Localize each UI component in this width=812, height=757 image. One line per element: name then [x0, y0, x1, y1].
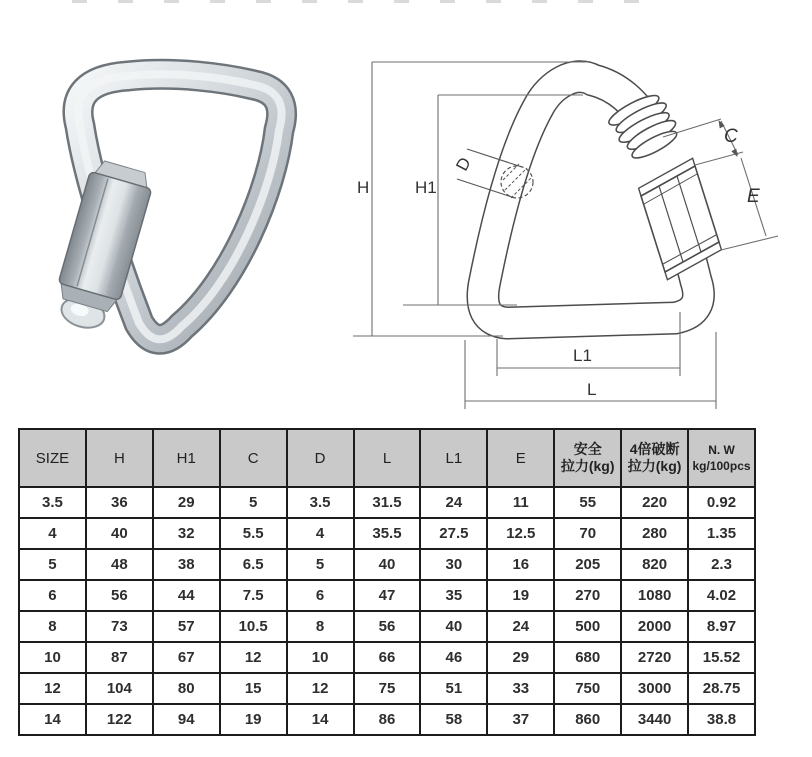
column-header: N. W kg/100pcs — [688, 429, 755, 487]
column-header: D — [287, 429, 354, 487]
table-cell: 19 — [487, 580, 554, 611]
table-cell: 75 — [354, 673, 421, 704]
column-header: L — [354, 429, 421, 487]
table-cell: 8 — [287, 611, 354, 642]
table-cell: 24 — [420, 487, 487, 518]
table-cell: 70 — [554, 518, 621, 549]
table-cell: 29 — [487, 642, 554, 673]
cropped-header-remnants — [72, 0, 652, 3]
table-cell: 0.92 — [688, 487, 755, 518]
dimension-label-c: C — [724, 126, 738, 147]
table-cell: 86 — [354, 704, 421, 735]
table-cell: 15.52 — [688, 642, 755, 673]
quick-link-photo-illustration — [20, 40, 340, 410]
table-cell: 19 — [220, 704, 287, 735]
product-photo — [20, 40, 340, 410]
table-cell: 3.5 — [19, 487, 86, 518]
table-row — [19, 673, 755, 704]
column-header: L1 — [420, 429, 487, 487]
table-cell: 33 — [487, 673, 554, 704]
table-cell: 4.02 — [688, 580, 755, 611]
table-cell: 38 — [153, 549, 220, 580]
table-cell: 24 — [487, 611, 554, 642]
table-cell: 46 — [420, 642, 487, 673]
table-cell: 30 — [420, 549, 487, 580]
dimension-label-d: D — [452, 154, 475, 174]
table-cell: 5 — [220, 487, 287, 518]
table-row — [19, 642, 755, 673]
table-cell: 12.5 — [487, 518, 554, 549]
dimension-label-l1: L1 — [573, 346, 592, 365]
table-cell: 12 — [287, 673, 354, 704]
column-header: SIZE — [19, 429, 86, 487]
table-cell: 500 — [554, 611, 621, 642]
table-cell: 10 — [19, 642, 86, 673]
table-cell: 5 — [287, 549, 354, 580]
table-cell: 73 — [86, 611, 153, 642]
table-cell: 44 — [153, 580, 220, 611]
table-cell: 280 — [621, 518, 688, 549]
technical-diagram — [345, 40, 805, 420]
table-cell: 104 — [86, 673, 153, 704]
table-cell: 122 — [86, 704, 153, 735]
table-cell: 35.5 — [354, 518, 421, 549]
table-cell: 2000 — [621, 611, 688, 642]
table-cell: 57 — [153, 611, 220, 642]
table-cell: 31.5 — [354, 487, 421, 518]
table-cell: 1.35 — [688, 518, 755, 549]
dimension-label-e: E — [747, 186, 760, 207]
table-cell: 40 — [86, 518, 153, 549]
table-cell: 35 — [420, 580, 487, 611]
dimension-label-h1: H1 — [415, 178, 437, 197]
table-cell: 94 — [153, 704, 220, 735]
table-cell: 1080 — [621, 580, 688, 611]
table-cell: 205 — [554, 549, 621, 580]
table-cell: 40 — [420, 611, 487, 642]
table-cell: 12 — [19, 673, 86, 704]
table-cell: 4 — [287, 518, 354, 549]
table-cell: 6.5 — [220, 549, 287, 580]
table-row — [19, 549, 755, 580]
table-cell: 220 — [621, 487, 688, 518]
table-cell: 8.97 — [688, 611, 755, 642]
table-cell: 270 — [554, 580, 621, 611]
table-header-row — [19, 429, 755, 487]
table-cell: 15 — [220, 673, 287, 704]
table-cell: 37 — [487, 704, 554, 735]
column-header: H — [86, 429, 153, 487]
table-cell: 47 — [354, 580, 421, 611]
sleeve-nut — [639, 158, 722, 279]
table-cell: 6 — [19, 580, 86, 611]
table-cell: 16 — [487, 549, 554, 580]
specification-table — [18, 428, 756, 736]
table-cell: 67 — [153, 642, 220, 673]
column-header: C — [220, 429, 287, 487]
table-cell: 66 — [354, 642, 421, 673]
table-cell: 3000 — [621, 673, 688, 704]
table-cell: 3440 — [621, 704, 688, 735]
table-cell: 6 — [287, 580, 354, 611]
table-cell: 10.5 — [220, 611, 287, 642]
column-header: 安全 拉力(kg) — [554, 429, 621, 487]
dimension-drawing — [345, 40, 805, 420]
table-cell: 58 — [420, 704, 487, 735]
dimension-label-l: L — [587, 380, 597, 399]
table-cell: 40 — [354, 549, 421, 580]
table-row — [19, 580, 755, 611]
table-body — [19, 487, 755, 735]
table-cell: 4 — [19, 518, 86, 549]
table-cell: 32 — [153, 518, 220, 549]
table-cell: 56 — [354, 611, 421, 642]
table-cell: 8 — [19, 611, 86, 642]
column-header: 4倍破断 拉力(kg) — [621, 429, 688, 487]
table-cell: 51 — [420, 673, 487, 704]
table-cell: 14 — [287, 704, 354, 735]
column-header: E — [487, 429, 554, 487]
table-row — [19, 487, 755, 518]
table-row — [19, 704, 755, 735]
table-cell: 5.5 — [220, 518, 287, 549]
column-header: H1 — [153, 429, 220, 487]
table-cell: 29 — [153, 487, 220, 518]
table-cell: 750 — [554, 673, 621, 704]
dimension-label-h: H — [357, 178, 370, 197]
table-cell: 680 — [554, 642, 621, 673]
table-cell: 48 — [86, 549, 153, 580]
table-row — [19, 611, 755, 642]
table-cell: 14 — [19, 704, 86, 735]
table-cell: 28.75 — [688, 673, 755, 704]
table-cell: 3.5 — [287, 487, 354, 518]
table-cell: 36 — [86, 487, 153, 518]
table-cell: 12 — [220, 642, 287, 673]
table-cell: 5 — [19, 549, 86, 580]
table-row — [19, 518, 755, 549]
table-cell: 11 — [487, 487, 554, 518]
table-cell: 10 — [287, 642, 354, 673]
table-cell: 56 — [86, 580, 153, 611]
table-cell: 860 — [554, 704, 621, 735]
table-cell: 7.5 — [220, 580, 287, 611]
table-cell: 27.5 — [420, 518, 487, 549]
table-cell: 38.8 — [688, 704, 755, 735]
table-cell: 80 — [153, 673, 220, 704]
table-cell: 2720 — [621, 642, 688, 673]
table-cell: 55 — [554, 487, 621, 518]
table-cell: 87 — [86, 642, 153, 673]
table-cell: 820 — [621, 549, 688, 580]
table-cell: 2.3 — [688, 549, 755, 580]
